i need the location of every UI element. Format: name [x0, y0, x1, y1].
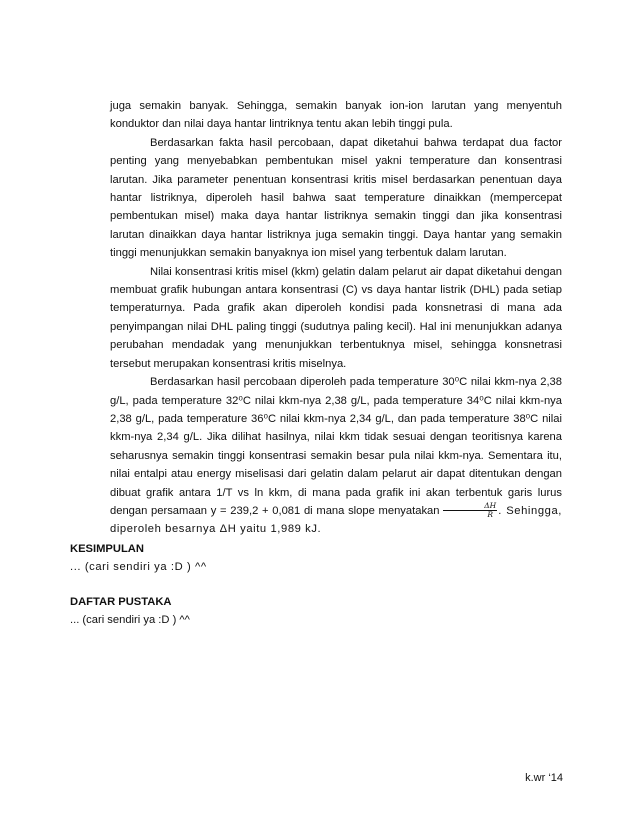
daftar-pustaka-section — [70, 593, 550, 630]
discussion-body — [110, 97, 562, 539]
paragraph-kkm-method: Nilai konsentrasi kritis misel (kkm) gelatin dalam pelarut air dapat diketahui dengan membuat grafik hubungan antara konsentrasi (C) vs daya hantar listrik (DHL) pada setiap temperaturnya. Pada grafik akan diperoleh kondisi pada konsnetrasi di mana ada penyimpangan nilai DHL paling tinggi (sudutnya paling kecil). Hal ini menunjukkan adanya perubahan mendadak yang menunjukkan terbentuknya misel, sehingga konsnetrasi tersebut merupakan konsentrasi kritis miselnya. — [110, 265, 562, 370]
paragraph-continuation: juga semakin banyak. Sehingga, semakin banyak ion-ion larutan yang menyentuh konduktor dan nilai daya hantar lintriknya tentu akan lebih tinggi pula. — [110, 100, 562, 131]
daftar-pustaka-text: ... (cari sendiri ya :D ) ^^ — [70, 614, 190, 627]
results-text: Berdasarkan hasil percobaan diperoleh pada temperature 30⁰C nilai kkm-nya 2,38 g/L, pada temperature 32⁰C nilai kkm-nya 2,38 g/L, pada temperature 34⁰C nilai kkm-nya 2,38 g/L, pada temperature 36⁰C nilai kkm-nya 2,34 g/L, dan pada temperature 38⁰C nilai kkm-nya 2,34 g/L. Jika dilihat hasilnya, nilai kkm tidak sesuai dengan teoritisnya karena seharusnya semakin tinggi konsentrasi semakin besar pula nilai kkm-nya. Sementara itu, nilai entalpi atau energy miselisasi dari gelatin dalam pelarut air dapat ditentukan dengan dibuat grafik antara 1/T vs ln kkm, di mana pada grafik ini akan terbentuk garis lurus dengan persamaan y = 239,2 + 0,081 di mana slope menyatakan — [110, 376, 562, 517]
fraction-numerator: ΔH — [443, 502, 497, 511]
delta-h-over-r-fraction — [443, 502, 497, 519]
paragraph-results — [110, 373, 562, 539]
results-conclusion-text: . Sehingga, diperoleh besarnya ΔH yaitu 1,989 kJ. — [110, 504, 562, 536]
daftar-pustaka-heading: DAFTAR PUSTAKA — [70, 596, 172, 608]
kesimpulan-section — [70, 540, 550, 577]
fraction-denominator: R — [487, 510, 494, 520]
kesimpulan-text: ... (cari sendiri ya :D ) ^^ — [70, 561, 207, 574]
kesimpulan-heading: KESIMPULAN — [70, 543, 144, 555]
page-footer: k.wr ‘14 — [525, 772, 563, 784]
paragraph-factors: Berdasarkan fakta hasil percobaan, dapat diketahui bahwa terdapat dua factor penting yang menyebabkan pembentukan misel yakni temperature dan konsentrasi larutan. Jika parameter penentuan konsentrasi kritis misel berdasarkan penentuan daya hantar listriknya, diperoleh hasil bahwa saat temperature dinaikkan (mempercepat pembentukan misel) maka daya hantar listriknya semakin tinggi dan jika konsentrasi larutan dinaikkan daya hantar listriknya juga semakin tinggi. Daya hantar yang semakin tinggi menunjukkan semakin banyaknya ion misel yang terbentuk dalam larutan. — [110, 136, 562, 260]
